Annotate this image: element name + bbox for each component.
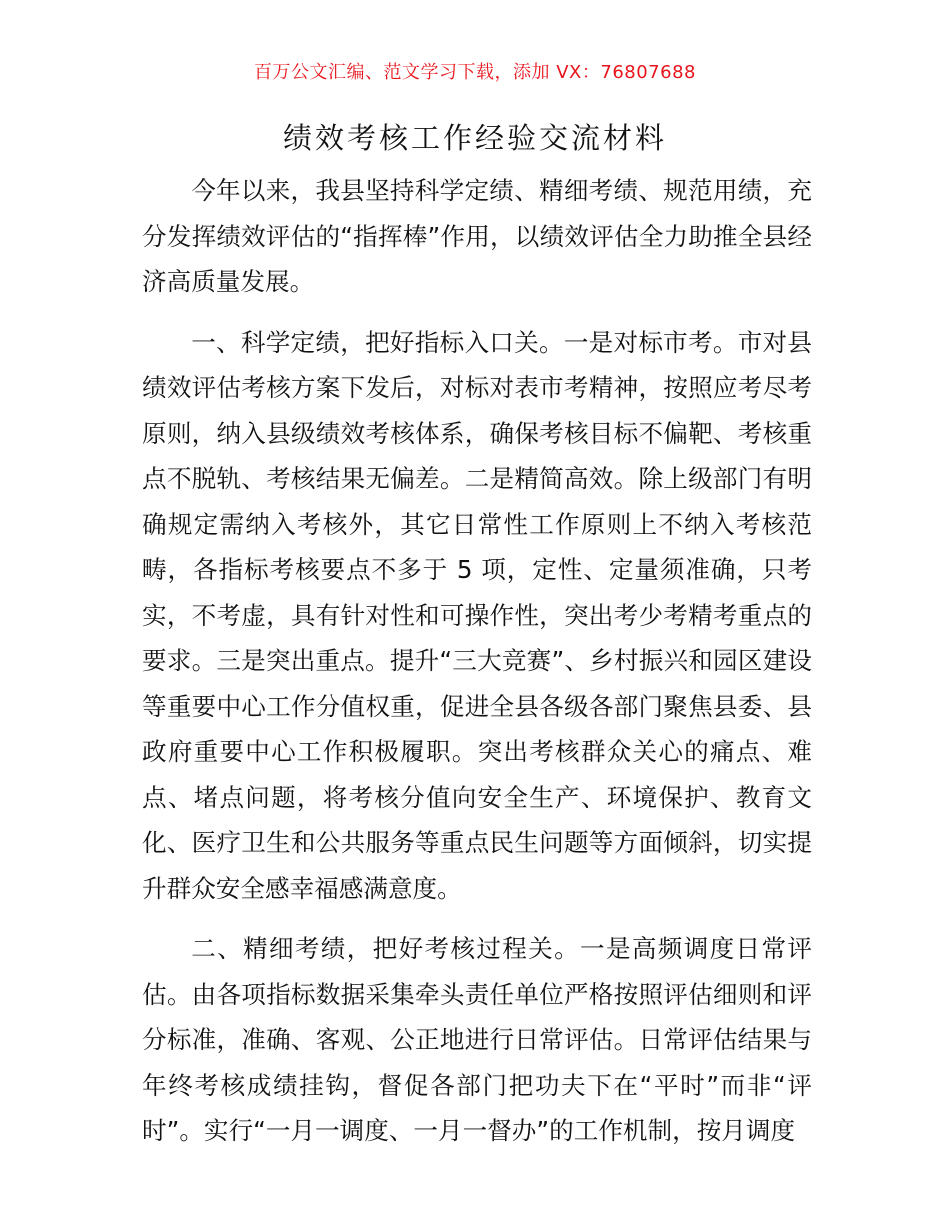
paragraph-section-2: 二、精细考绩，把好考核过程关。一是高频调度日常评估。由各项指标数据采集牵头责任单位严格按照评估细则和评分标准，准确、客观、公正地进行日常评估。日常评估结果与年终考核成绩挂钩，督促各部门把功夫下在“平时”而非“评时”。实行“一月一调度、一月一督办”的工作机制，按月调度 — [142, 934, 812, 1145]
header-banner: 百万公文汇编、范文学习下载，添加 VX：76807688 — [254, 62, 696, 83]
document-body — [142, 168, 812, 1154]
paragraph-section-1: 一、科学定绩，把好指标入口关。一是对标市考。市对县绩效评估考核方案下发后，对标对表市考精神，按照应考尽考原则，纳入县级绩效考核体系，确保考核目标不偏靶、考核重点不脱轨、考核结果无偏差。二是精简高效。除上级部门有明确规定需纳入考核外，其它日常性工作原则上不纳入考核范畴，各指标考核要点不多于 5 项，定性、定量须准确，只考实，不考虚，具有针对性和可操作性，突出考少考精考重点的要求。三是突出重点。提升“三大竞赛”、乡村振兴和园区建设等重要中心工作分值权重，促进全县各级各部门聚焦县委、县政府重要中心工作积极履职。突出考核群众关心的痛点、难点、堵点问题，将考核分值向安全生产、环境保护、教育文化、医疗卫生和公共服务等重点民生问题等方面倾斜，切实提升群众安全感幸福感满意度。 — [142, 327, 812, 903]
paragraph-intro: 今年以来，我县坚持科学定绩、精细考绩、规范用绩，充分发挥绩效评估的“指挥棒”作用，以绩效评估全力助推全县经济高质量发展。 — [142, 176, 812, 296]
document-title: 绩效考核工作经验交流材料 — [282, 121, 667, 155]
